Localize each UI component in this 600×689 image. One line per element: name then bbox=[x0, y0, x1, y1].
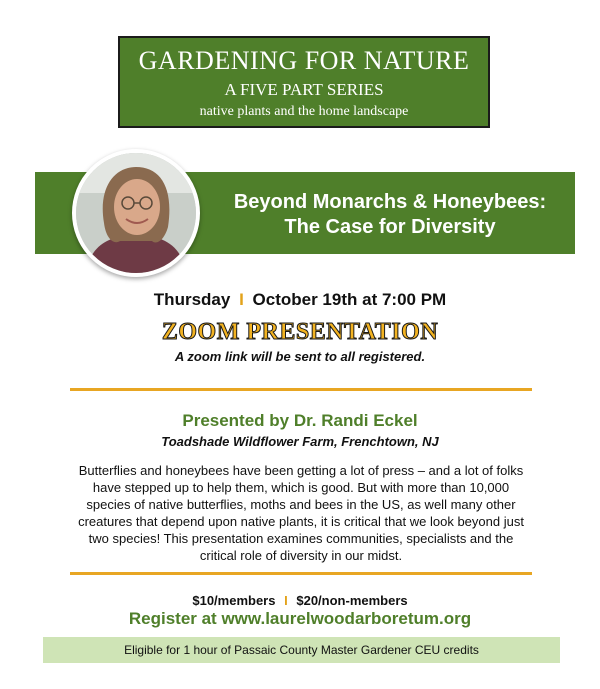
series-subtitle: A FIVE PART SERIES bbox=[224, 80, 384, 99]
talk-title bbox=[205, 190, 575, 240]
divider-top bbox=[70, 388, 532, 391]
price-non-members: $20/non-members bbox=[296, 593, 408, 608]
talk-title-line2: The Case for Diversity bbox=[284, 216, 496, 238]
date-separator: I bbox=[239, 290, 244, 309]
price-members: $10/members bbox=[192, 593, 276, 608]
series-header bbox=[118, 36, 490, 128]
price-separator: I bbox=[284, 593, 288, 608]
event-day: Thursday bbox=[153, 290, 231, 309]
presenter-photo bbox=[72, 149, 200, 277]
register-link[interactable]: Register at www.laurelwoodarboretum.org bbox=[128, 609, 472, 628]
zoom-heading: ZOOM PRESENTATION bbox=[161, 319, 439, 345]
presenter-portrait-icon bbox=[76, 153, 196, 273]
divider-bottom bbox=[70, 572, 532, 575]
event-date-time bbox=[0, 290, 600, 310]
series-tagline: native plants and the home landscape bbox=[199, 104, 409, 119]
talk-description: Butterflies and honeybees have been getting a lot of press – and a lot of folks have stepped up to help them, which is good. But with more than 10,000 species of native butterflies, moths and bees in the US, as well many other creatures that depend upon native plants, it is critical that we look beyond just two species! This presentation examines communities, specialists and the critical role of diversity in our midst. bbox=[78, 463, 524, 563]
ceu-banner: Eligible for 1 hour of Passaic County Master Gardener CEU credits bbox=[43, 637, 560, 663]
talk-title-line1: Beyond Monarchs & Honeybees: bbox=[233, 191, 547, 213]
series-title: GARDENING FOR NATURE bbox=[138, 46, 470, 75]
pricing bbox=[0, 593, 600, 609]
zoom-note: A zoom link will be sent to all registered. bbox=[174, 349, 426, 364]
presenter-affiliation: Toadshade Wildflower Farm, Frenchtown, NJ bbox=[161, 434, 439, 449]
event-date: October 19th at 7:00 PM bbox=[252, 290, 447, 309]
presenter-name: Presented by Dr. Randi Eckel bbox=[182, 411, 418, 430]
